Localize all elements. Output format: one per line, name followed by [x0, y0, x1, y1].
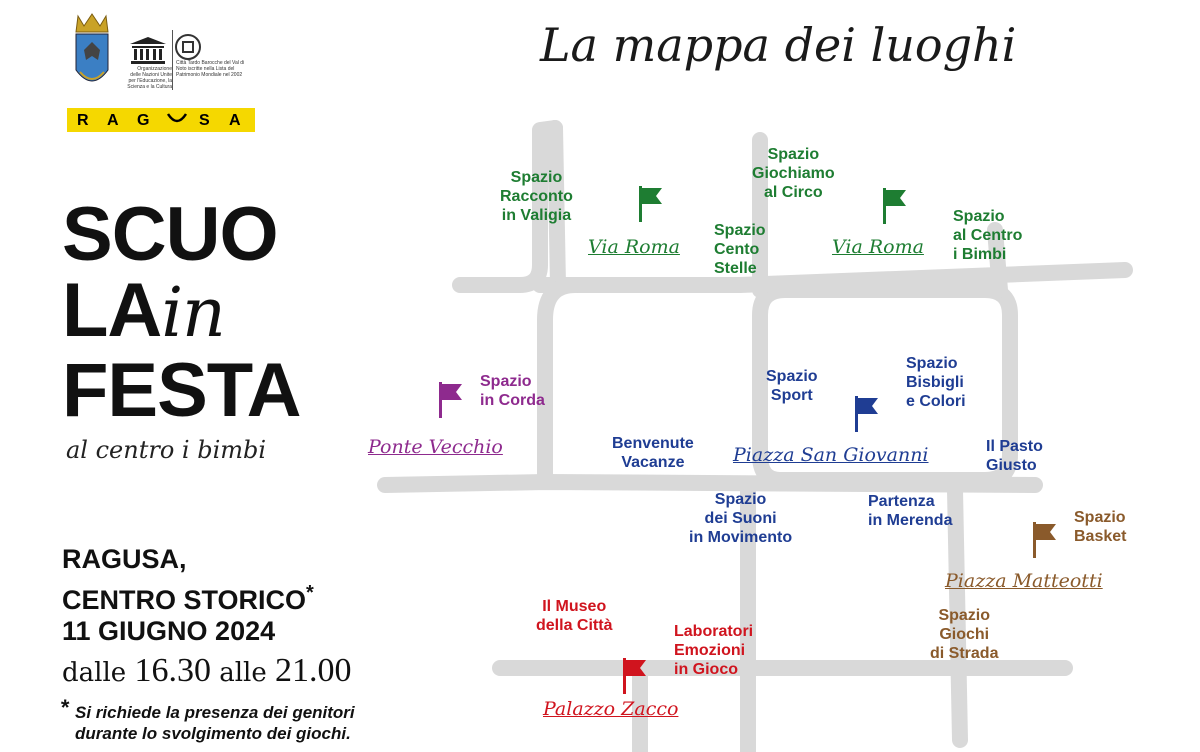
space-centro-bimbi-label	[953, 207, 1022, 264]
flag-icon	[636, 186, 664, 222]
space-circo-label	[752, 145, 835, 202]
note-line2: durante lo svolgimento dei giochi.	[75, 724, 351, 743]
road-loop-left	[545, 285, 575, 480]
space-basket-label	[1074, 508, 1126, 546]
space-pasto-label	[986, 437, 1043, 475]
label-line: Spazio	[953, 208, 1005, 225]
badge-letter: A	[229, 112, 243, 129]
flag-icon	[436, 382, 464, 418]
label-line: di Strada	[930, 645, 999, 662]
label-line: Spazio	[480, 373, 532, 390]
label-line: della Città	[536, 617, 613, 634]
space-sport-label	[766, 367, 818, 405]
label-line: al Circo	[764, 184, 823, 201]
label-line: Il Pasto	[986, 438, 1043, 455]
street-ponte-vecchio: Ponte Vecchio	[368, 436, 503, 458]
badge-letter: G	[137, 112, 152, 129]
flag-icon	[852, 396, 880, 432]
label-line: Giochiamo	[752, 165, 835, 182]
label-line: in Corda	[480, 392, 545, 409]
space-museo-label	[536, 597, 612, 635]
event-title-line3: FESTA	[62, 348, 301, 433]
badge-letter: A	[107, 112, 121, 129]
label-line: Spazio	[714, 222, 766, 239]
unesco-logo	[128, 36, 168, 64]
event-title-la: LA	[62, 268, 162, 353]
label-line: in Gioco	[674, 661, 738, 678]
note-asterisk: *	[60, 695, 69, 720]
label-line: Spazio	[714, 491, 767, 508]
label-line: Spazio	[767, 146, 820, 163]
street-via-roma-2: Via Roma	[832, 236, 924, 258]
label-line: Racconto	[500, 188, 573, 205]
label-line: Partenza	[868, 493, 935, 510]
event-place-asterisk: *	[306, 582, 314, 604]
space-racconto-label	[500, 168, 573, 225]
badge-letter: R	[77, 112, 91, 129]
space-suoni-label	[689, 490, 792, 547]
label-line: Il Museo	[542, 598, 607, 615]
label-line: Cento	[714, 241, 760, 258]
label-line: Spazio	[1074, 509, 1126, 526]
ragusa-badge	[67, 108, 255, 132]
event-title-line1: SCUO	[62, 192, 278, 277]
heritage-text: Città Tardo Barocche del Val di Noto iscritte nella Lista del Patrimonio Mondiale nel 2002	[176, 60, 245, 78]
event-time	[62, 652, 352, 690]
label-line: Emozioni	[674, 642, 746, 659]
event-title-line2	[62, 268, 225, 353]
label-line: in Merenda	[868, 512, 953, 529]
flag-icon	[880, 188, 908, 224]
flag-icon	[620, 658, 648, 694]
label-line: Basket	[1074, 528, 1127, 545]
time-from: 16.30	[134, 652, 211, 689]
label-line: e Colori	[906, 393, 966, 410]
event-place-line2	[62, 578, 314, 615]
label-line: in Movimento	[689, 529, 793, 546]
space-benvenute-label	[612, 434, 694, 472]
label-line: i Bimbi	[953, 246, 1007, 263]
note-line1: Si richiede la presenza dei genitori	[75, 703, 355, 722]
label-line: Laboratori	[674, 623, 754, 640]
unesco-text: Organizzazione delle Nazioni Unite per l'Educazione, la Scienza e la Cultura	[127, 66, 172, 90]
street-piazza-san-giovanni: Piazza San Giovanni	[733, 444, 929, 466]
space-bisbigli-label	[906, 354, 966, 411]
smile-icon	[165, 108, 189, 133]
label-line: Spazio	[906, 355, 958, 372]
label-line: Giochi	[939, 626, 990, 643]
event-place-line1: RAGUSA,	[62, 544, 187, 574]
event-place-text: CENTRO STORICO	[62, 585, 307, 615]
space-merenda-label	[868, 492, 952, 530]
world-heritage-icon	[175, 34, 201, 60]
street-palazzo-zacco: Palazzo Zacco	[543, 698, 679, 720]
time-from-word: dalle	[62, 658, 127, 688]
badge-letter: S	[199, 112, 212, 129]
label-line: Spazio	[766, 368, 818, 385]
road-main-horizontal	[385, 482, 1035, 485]
street-via-roma-1: Via Roma	[588, 236, 680, 258]
event-tagline: al centro i bimbi	[66, 436, 267, 464]
label-line: Bisbigli	[906, 374, 964, 391]
street-piazza-matteotti: Piazza Matteotti	[945, 570, 1103, 592]
event-date: 11 GIUGNO 2024	[62, 616, 276, 646]
space-corda-label	[480, 372, 545, 410]
space-cento-stelle-label	[714, 221, 766, 278]
label-line: al Centro	[953, 227, 1023, 244]
flag-icon	[1030, 522, 1058, 558]
label-line: Vacanze	[621, 454, 685, 471]
label-line: Benvenute	[612, 435, 694, 452]
label-line: Spazio	[938, 607, 991, 624]
label-line: Giusto	[986, 457, 1037, 474]
time-to: 21.00	[275, 652, 352, 689]
label-line: Stelle	[714, 260, 757, 277]
ragusa-crest-logo	[70, 12, 114, 98]
event-title-in: in	[161, 274, 225, 353]
label-line: Spazio	[510, 169, 563, 186]
page-title: La mappa dei luoghi	[540, 18, 1017, 72]
label-line: dei Suoni	[704, 510, 777, 527]
label-line: in Valigia	[501, 207, 572, 224]
time-to-word: alle	[219, 658, 267, 688]
space-emozioni-label	[674, 622, 753, 679]
space-giochi-strada-label	[930, 606, 998, 663]
label-line: Sport	[770, 387, 813, 404]
logo-divider	[172, 30, 173, 90]
